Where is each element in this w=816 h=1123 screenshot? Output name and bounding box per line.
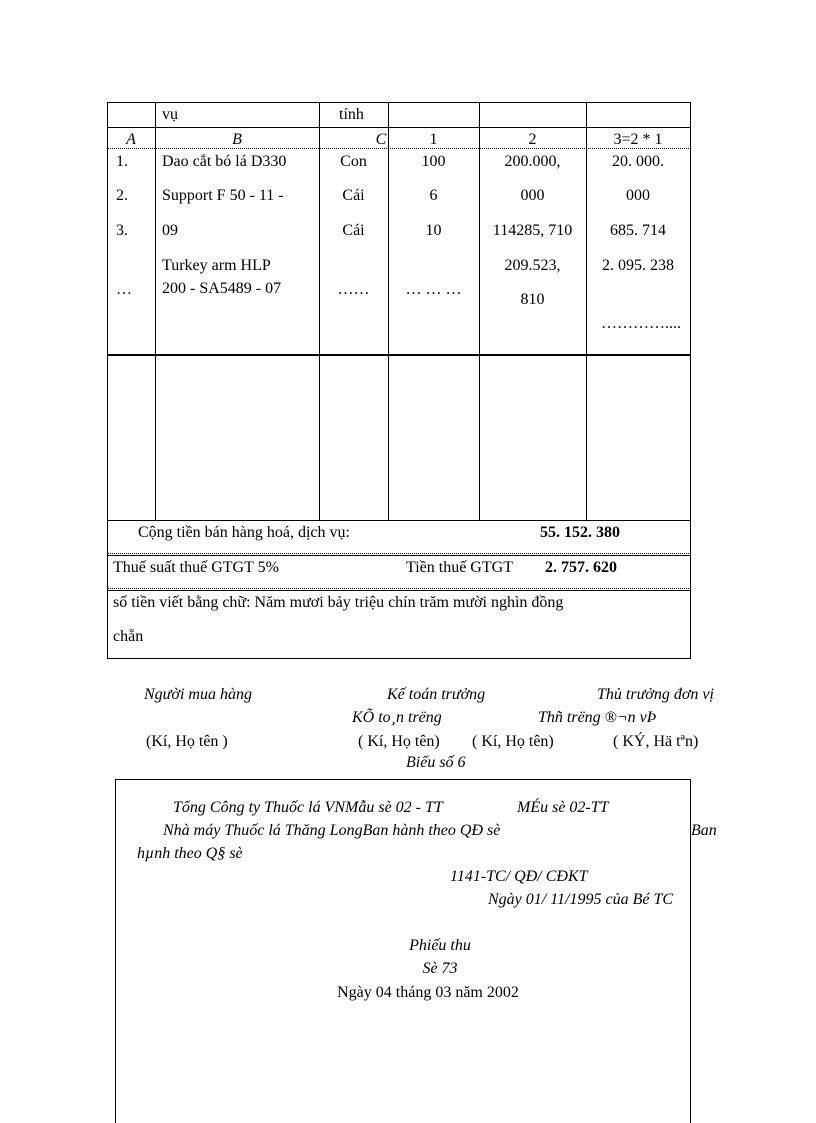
amount-cell: 685. 714 (610, 222, 666, 239)
vat-amount-value: 2. 757. 620 (545, 559, 617, 576)
quantity-cell: 6 (429, 187, 438, 204)
unit-cell: Cái (342, 222, 365, 239)
chief-accountant-title: Kế toán trưởng (387, 686, 486, 703)
quantity-cell: 10 (425, 222, 442, 239)
amount-cell: 2. 095. 238 (602, 257, 674, 274)
quantity-cell: … … … (405, 281, 462, 298)
header-col-3: 3=2 * 1 (613, 131, 663, 148)
unit-head-title-garbled: Thñ trëng ®¬n vÞ (538, 709, 657, 726)
form-label: Biểu số 6 (406, 754, 466, 771)
header-unit-cont: tính (339, 106, 364, 123)
header-col-a: A (126, 131, 136, 148)
unit-price-cell: 000 (520, 187, 545, 204)
amount-in-words-cont: chẵn (113, 628, 144, 645)
header-col-b: B (232, 131, 242, 148)
quantity-cell: 100 (421, 153, 446, 170)
unit-cell: Cái (342, 187, 365, 204)
decision-number: 1141-TC/ QĐ/ CĐKT (450, 868, 588, 885)
unit-price-cell: 114285, 710 (492, 222, 573, 239)
row-number: … (116, 281, 132, 298)
header-col-2: 2 (528, 131, 537, 148)
head-sign-note: ( Kí, Họ tên) (472, 733, 554, 750)
unit-price-cell: 810 (520, 291, 545, 308)
issued-by-right: Ban (691, 822, 717, 839)
unit-cell: …… (337, 281, 370, 298)
item-name: Dao cắt bó lá D330 (162, 153, 287, 170)
buyer-sign-note: (Kí, Họ tên ) (146, 733, 228, 750)
chief-accountant-title-garbled: KÕ to¸n trëng (352, 709, 442, 726)
receipt-title: Phiếu thu (409, 937, 471, 954)
vat-rate-label: Thuế suất thuế GTGT 5% (113, 559, 279, 576)
amount-in-words: số tiền viết bằng chữ: Năm mươi bảy triệu chín trăm mười nghìn đồng (113, 594, 564, 611)
item-name: Support F 50 - 11 - (162, 187, 284, 204)
issued-by: hµnh theo Q§ sè (137, 845, 243, 862)
unit-price-cell: 209.523, (504, 257, 561, 274)
receipt-number: Sè 73 (422, 960, 458, 977)
item-name: 09 (162, 222, 178, 239)
row-number: 2. (116, 187, 128, 204)
amount-cell: 000 (626, 187, 650, 204)
garbled-sign-note: ( KÝ, Hä tªn) (613, 733, 699, 750)
header-col-1: 1 (429, 131, 438, 148)
amount-cell: ………….... (601, 315, 681, 332)
sales-total-value: 55. 152. 380 (540, 524, 620, 541)
factory-name: Nhà máy Thuốc lá Thăng LongBan hành theo QĐ sè (163, 822, 501, 839)
item-name: Turkey arm HLP (162, 257, 271, 274)
receipt-date: Ngày 04 tháng 03 năm 2002 (337, 984, 519, 1001)
accountant-sign-note: ( Kí, Họ tên) (358, 733, 440, 750)
unit-head-title: Thủ trưởng đơn vị (597, 686, 714, 703)
form-code: MÉu sè 02-TT (517, 799, 609, 816)
header-service-cont: vụ (162, 106, 178, 123)
vat-amount-label: Tiền thuế GTGT (406, 559, 513, 576)
unit-cell: Con (340, 153, 367, 170)
sales-total-label: Cộng tiền bán hàng hoá, dịch vụ: (138, 524, 350, 541)
row-number: 3. (116, 222, 128, 239)
company-name: Tổng Công ty Thuốc lá VNMẫu sè 02 - TT (173, 799, 443, 816)
unit-price-cell: 200.000, (504, 153, 561, 170)
row-number: 1. (116, 153, 128, 170)
header-col-c: C (375, 131, 387, 148)
amount-cell: 20. 000. (612, 153, 664, 170)
buyer-title: Người mua hàng (144, 686, 252, 703)
decision-date: Ngày 01/ 11/1995 của Bé TC (488, 891, 674, 908)
item-name: 200 - SA5489 - 07 (162, 280, 282, 297)
